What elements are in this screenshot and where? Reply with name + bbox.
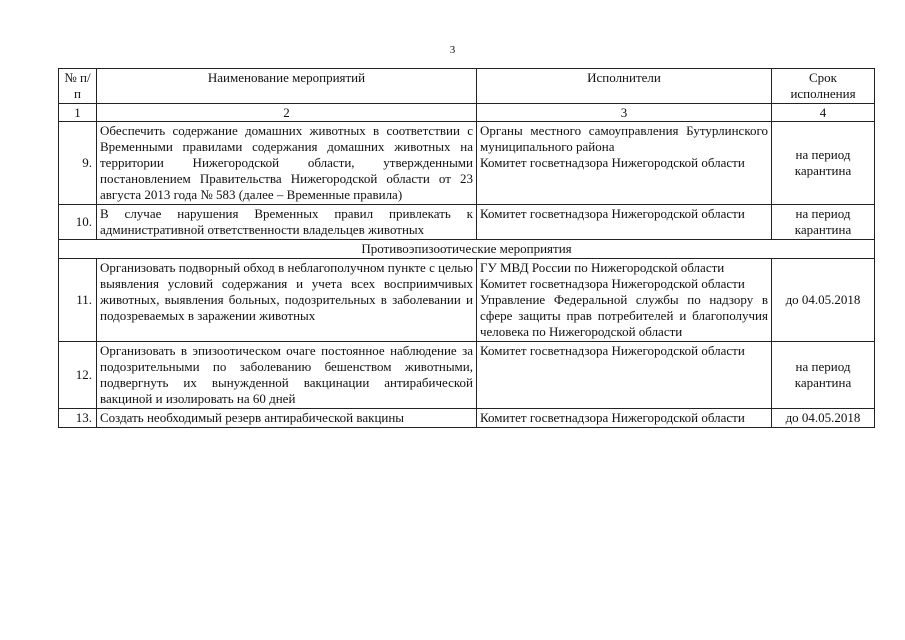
activities-table (58, 68, 875, 428)
executor: Комитет госветнадзора Нижегородской области (480, 155, 745, 170)
table-row (59, 122, 875, 205)
executors-cell (477, 122, 772, 205)
row-number: 11. (59, 259, 97, 342)
executor: Управление Федеральной службы по надзору в сфере защиты прав потребителей и благополучия человека по Нижегородской области (480, 292, 768, 339)
executor: Органы местного самоуправления Бутурлинского муниципального района (480, 123, 768, 154)
activity-cell: В случае нарушения Временных правил привлекать к административной ответственности владельцев животных (97, 205, 477, 240)
header-executors: Исполнители (477, 69, 772, 104)
executor: Комитет госветнадзора Нижегородской области (480, 343, 745, 358)
header-deadline: Срок исполнения (772, 69, 875, 104)
deadline-cell: на период карантина (772, 205, 875, 240)
activity-cell: Обеспечить содержание домашних животных в соответствии с Временными правилами содержания домашних животных на территории Нижегородской области, утвержденными постановлением Правительства Нижегородской области от 23 августа 2013 года № 583 (далее – Временные правила) (97, 122, 477, 205)
table-row (59, 342, 875, 409)
row-number: 13. (59, 409, 97, 428)
header-num: № п/п (59, 69, 97, 104)
column-index: 1 (59, 104, 97, 122)
column-index: 4 (772, 104, 875, 122)
activity-cell: Организовать в эпизоотическом очаге постоянное наблюдение за подозрительными по заболеванию бешенством животными, подвергнуть их вынужденной вакцинации антирабической вакциной и изолировать на 60 дней (97, 342, 477, 409)
executors-cell (477, 259, 772, 342)
deadline-cell: на период карантина (772, 342, 875, 409)
column-index: 3 (477, 104, 772, 122)
activity-cell: Организовать подворный обход в неблагополучном пункте с целью выявления условий содержания и учета всех восприимчивых животных, выявления больных, подозрительных в заболевании и подозреваемых в заражении животных (97, 259, 477, 342)
section-row (59, 240, 875, 259)
executor: Комитет госветнадзора Нижегородской области (480, 276, 745, 291)
table-row (59, 409, 875, 428)
row-number: 12. (59, 342, 97, 409)
executor: ГУ МВД России по Нижегородской области (480, 260, 725, 275)
deadline-cell: до 04.05.2018 (772, 259, 875, 342)
deadline-cell: до 04.05.2018 (772, 409, 875, 428)
section-title: Противоэпизоотические мероприятия (59, 240, 875, 259)
executors-cell (477, 409, 772, 428)
page-number: 3 (449, 44, 456, 56)
executor: Комитет госветнадзора Нижегородской области (480, 410, 745, 425)
table-header-row (59, 69, 875, 104)
table-row (59, 259, 875, 342)
row-number: 9. (59, 122, 97, 205)
executors-cell (477, 342, 772, 409)
executors-cell (477, 205, 772, 240)
table-row (59, 205, 875, 240)
column-index-row (59, 104, 875, 122)
executor: Комитет госветнадзора Нижегородской области (480, 206, 745, 221)
column-index: 2 (97, 104, 477, 122)
activity-cell: Создать необходимый резерв антирабической вакцины (97, 409, 477, 428)
deadline-cell: на период карантина (772, 122, 875, 205)
header-activity: Наименование мероприятий (97, 69, 477, 104)
row-number: 10. (59, 205, 97, 240)
